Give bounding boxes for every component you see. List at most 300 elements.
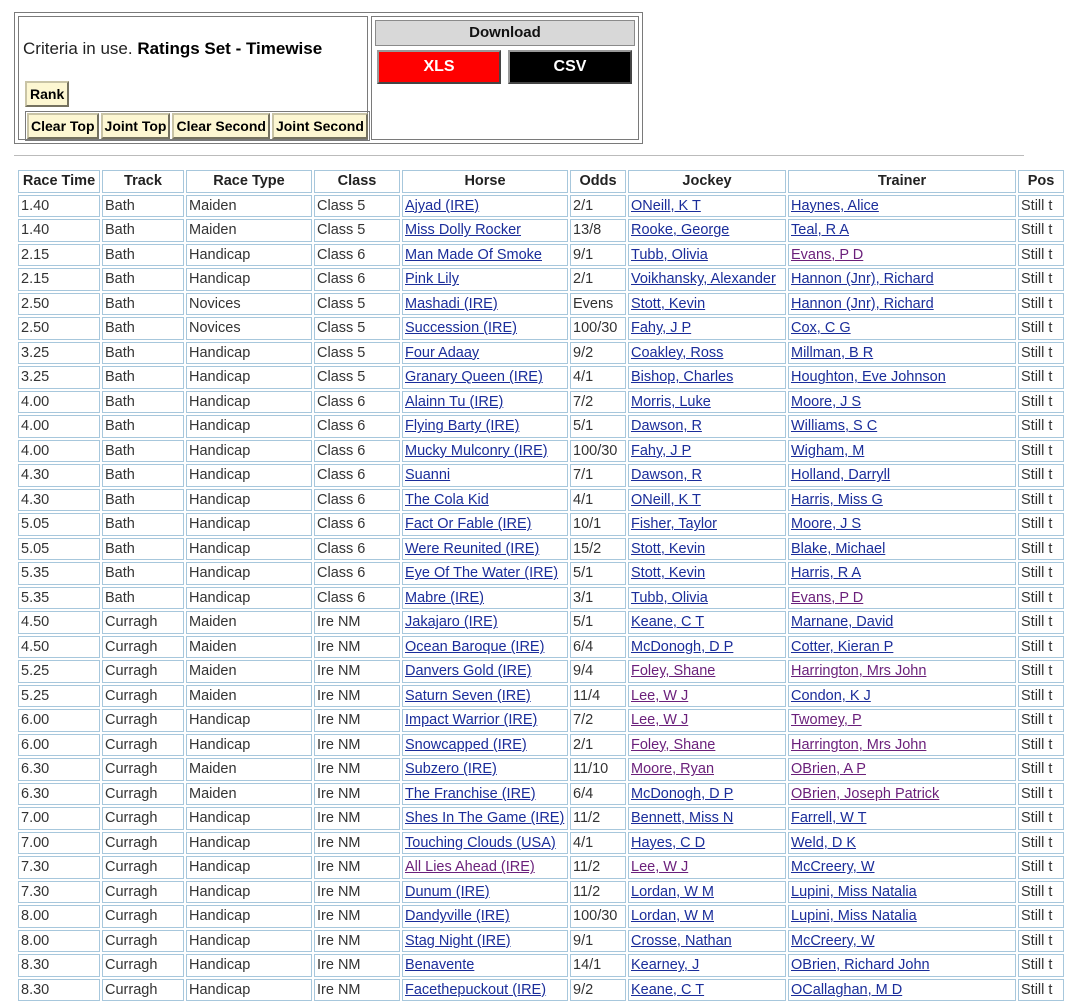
- race-type-cell: Handicap: [186, 562, 312, 585]
- class-cell: Class 6: [314, 513, 400, 536]
- trainer-cell: [788, 244, 1016, 267]
- race-type-cell: Maiden: [186, 219, 312, 242]
- jockey-cell: [628, 342, 786, 365]
- jockey-link[interactable]: Crosse, Nathan: [631, 932, 732, 949]
- class-cell: Class 5: [314, 195, 400, 218]
- track-cell: Curragh: [102, 856, 184, 879]
- trainer-link[interactable]: Holland, Darryll: [791, 467, 891, 484]
- filter-button-row: [25, 111, 370, 141]
- position-cell: Still t: [1018, 979, 1064, 1002]
- horse-link[interactable]: Benavente: [405, 957, 475, 974]
- race-type-cell: Handicap: [186, 807, 312, 830]
- odds-cell: 5/1: [570, 415, 626, 438]
- column-header-track: Track: [102, 170, 184, 193]
- trainer-link[interactable]: Millman, B R: [791, 344, 874, 361]
- jockey-link[interactable]: McDonogh, D P: [631, 638, 734, 655]
- trainer-link[interactable]: Moore, J S: [791, 516, 862, 533]
- odds-cell: Evens: [570, 293, 626, 316]
- track-cell: Curragh: [102, 758, 184, 781]
- class-cell: Class 6: [314, 464, 400, 487]
- jockey-link[interactable]: Fahy, J P: [631, 442, 692, 459]
- odds-cell: 11/2: [570, 856, 626, 879]
- trainer-link[interactable]: OBrien, A P: [791, 761, 866, 778]
- horse-link[interactable]: Jakajaro (IRE): [405, 614, 498, 631]
- jockey-link[interactable]: Bishop, Charles: [631, 369, 734, 386]
- position-cell: Still t: [1018, 489, 1064, 512]
- jockey-link[interactable]: Coakley, Ross: [631, 344, 724, 361]
- clear-top-button[interactable]: Clear Top: [27, 113, 99, 139]
- odds-cell: 6/4: [570, 783, 626, 806]
- class-cell: Ire NM: [314, 979, 400, 1002]
- position-cell: Still t: [1018, 562, 1064, 585]
- track-cell: Bath: [102, 219, 184, 242]
- trainer-link[interactable]: Cotter, Kieran P: [791, 638, 894, 655]
- jockey-cell: [628, 268, 786, 291]
- track-cell: Curragh: [102, 636, 184, 659]
- table-row: [18, 415, 1064, 438]
- horse-link[interactable]: The Franchise (IRE): [405, 785, 536, 802]
- column-header-trainer: Trainer: [788, 170, 1016, 193]
- table-row: [18, 685, 1064, 708]
- trainer-link[interactable]: McCreery, W: [791, 932, 875, 949]
- trainer-link[interactable]: Evans, P D: [791, 589, 864, 606]
- position-cell: Still t: [1018, 807, 1064, 830]
- position-cell: Still t: [1018, 244, 1064, 267]
- column-header-class: Class: [314, 170, 400, 193]
- class-cell: Class 6: [314, 268, 400, 291]
- trainer-link[interactable]: Wigham, M: [791, 442, 865, 459]
- trainer-cell: [788, 562, 1016, 585]
- column-header-horse: Horse: [402, 170, 568, 193]
- horse-link[interactable]: Facethepuckout (IRE): [405, 981, 547, 998]
- horse-cell: [402, 244, 568, 267]
- track-cell: Curragh: [102, 783, 184, 806]
- jockey-link[interactable]: Keane, C T: [631, 981, 705, 998]
- class-cell: Ire NM: [314, 660, 400, 683]
- odds-cell: 3/1: [570, 587, 626, 610]
- odds-cell: 100/30: [570, 440, 626, 463]
- jockey-cell: [628, 881, 786, 904]
- odds-cell: 9/1: [570, 244, 626, 267]
- track-cell: Curragh: [102, 930, 184, 953]
- jockey-link[interactable]: Tubb, Olivia: [631, 246, 708, 263]
- trainer-link[interactable]: OCallaghan, M D: [791, 981, 903, 998]
- horse-link[interactable]: Alainn Tu (IRE): [405, 393, 504, 410]
- horse-cell: [402, 660, 568, 683]
- table-row: [18, 342, 1064, 365]
- jockey-link[interactable]: Keane, C T: [631, 614, 705, 631]
- class-cell: Class 6: [314, 489, 400, 512]
- race-time-cell: 4.00: [18, 391, 100, 414]
- race-type-cell: Novices: [186, 293, 312, 316]
- horse-cell: [402, 758, 568, 781]
- race-time-cell: 6.30: [18, 758, 100, 781]
- track-cell: Curragh: [102, 685, 184, 708]
- trainer-link[interactable]: Twomey, P: [791, 712, 862, 729]
- race-time-cell: 5.35: [18, 562, 100, 585]
- race-time-cell: 3.25: [18, 366, 100, 389]
- race-type-cell: Novices: [186, 317, 312, 340]
- race-time-cell: 4.30: [18, 464, 100, 487]
- horse-link[interactable]: The Cola Kid: [405, 491, 489, 508]
- table-row: [18, 979, 1064, 1002]
- track-cell: Bath: [102, 489, 184, 512]
- position-cell: Still t: [1018, 268, 1064, 291]
- race-time-cell: 6.00: [18, 734, 100, 757]
- class-cell: Ire NM: [314, 685, 400, 708]
- class-cell: Ire NM: [314, 807, 400, 830]
- table-row: [18, 464, 1064, 487]
- table-row: [18, 832, 1064, 855]
- race-time-cell: 7.00: [18, 832, 100, 855]
- joint-second-button[interactable]: Joint Second: [272, 113, 368, 139]
- trainer-cell: [788, 930, 1016, 953]
- trainer-link[interactable]: Harrington, Mrs John: [791, 663, 927, 680]
- horse-cell: [402, 415, 568, 438]
- race-time-cell: 2.15: [18, 268, 100, 291]
- odds-cell: 100/30: [570, 905, 626, 928]
- horse-cell: [402, 587, 568, 610]
- horse-link[interactable]: Stag Night (IRE): [405, 932, 511, 949]
- trainer-link[interactable]: OBrien, Joseph Patrick: [791, 785, 940, 802]
- race-type-cell: Handicap: [186, 440, 312, 463]
- trainer-cell: [788, 538, 1016, 561]
- trainer-link[interactable]: Harrington, Mrs John: [791, 736, 927, 753]
- horse-link[interactable]: Saturn Seven (IRE): [405, 687, 531, 704]
- jockey-link[interactable]: Lordan, W M: [631, 908, 714, 925]
- track-cell: Bath: [102, 366, 184, 389]
- jockey-link[interactable]: Dawson, R: [631, 418, 702, 435]
- track-cell: Bath: [102, 391, 184, 414]
- jockey-link[interactable]: Lee, W J: [631, 712, 689, 729]
- trainer-cell: [788, 832, 1016, 855]
- horse-cell: [402, 979, 568, 1002]
- position-cell: Still t: [1018, 758, 1064, 781]
- trainer-link[interactable]: Condon, K J: [791, 687, 871, 704]
- horse-link[interactable]: Man Made Of Smoke: [405, 246, 542, 263]
- race-table: [16, 168, 1066, 1003]
- table-row: [18, 489, 1064, 512]
- horse-link[interactable]: Were Reunited (IRE): [405, 540, 540, 557]
- jockey-link[interactable]: Bennett, Miss N: [631, 810, 734, 827]
- table-row: [18, 734, 1064, 757]
- horse-cell: [402, 709, 568, 732]
- class-cell: Class 6: [314, 244, 400, 267]
- trainer-link[interactable]: Farrell, W T: [791, 810, 867, 827]
- track-cell: Bath: [102, 538, 184, 561]
- track-cell: Bath: [102, 317, 184, 340]
- horse-link[interactable]: Four Adaay: [405, 344, 480, 361]
- horse-link[interactable]: Snowcapped (IRE): [405, 736, 527, 753]
- track-cell: Bath: [102, 440, 184, 463]
- odds-cell: 11/10: [570, 758, 626, 781]
- jockey-link[interactable]: Lee, W J: [631, 859, 689, 876]
- table-row: [18, 636, 1064, 659]
- position-cell: Still t: [1018, 685, 1064, 708]
- horse-link[interactable]: Dunum (IRE): [405, 883, 490, 900]
- odds-cell: 9/2: [570, 342, 626, 365]
- horse-link[interactable]: All Lies Ahead (IRE): [405, 859, 535, 876]
- horse-link[interactable]: Suanni: [405, 467, 451, 484]
- column-header-race-type: Race Type: [186, 170, 312, 193]
- controls-panel: [14, 12, 643, 144]
- trainer-link[interactable]: McCreery, W: [791, 859, 875, 876]
- trainer-cell: [788, 856, 1016, 879]
- jockey-link[interactable]: ONeill, K T: [631, 197, 701, 214]
- track-cell: Bath: [102, 587, 184, 610]
- jockey-link[interactable]: Hayes, C D: [631, 834, 706, 851]
- trainer-cell: [788, 415, 1016, 438]
- class-cell: Class 6: [314, 440, 400, 463]
- download-box: [371, 16, 639, 140]
- jockey-link[interactable]: Fisher, Taylor: [631, 516, 717, 533]
- class-cell: Class 6: [314, 562, 400, 585]
- download-csv-button[interactable]: CSV: [508, 50, 632, 84]
- jockey-cell: [628, 758, 786, 781]
- criteria-text: [23, 39, 322, 59]
- track-cell: Curragh: [102, 832, 184, 855]
- position-cell: Still t: [1018, 342, 1064, 365]
- jockey-link[interactable]: Tubb, Olivia: [631, 589, 708, 606]
- jockey-link[interactable]: Fahy, J P: [631, 320, 692, 337]
- rank-button[interactable]: Rank: [25, 81, 69, 107]
- race-type-cell: Handicap: [186, 979, 312, 1002]
- trainer-cell: [788, 268, 1016, 291]
- track-cell: Bath: [102, 293, 184, 316]
- jockey-link[interactable]: Stott, Kevin: [631, 295, 706, 312]
- track-cell: Bath: [102, 268, 184, 291]
- position-cell: Still t: [1018, 905, 1064, 928]
- table-row: [18, 195, 1064, 218]
- race-time-cell: 8.30: [18, 979, 100, 1002]
- jockey-link[interactable]: Foley, Shane: [631, 736, 716, 753]
- class-cell: Class 5: [314, 366, 400, 389]
- horse-cell: [402, 464, 568, 487]
- trainer-cell: [788, 489, 1016, 512]
- horse-link[interactable]: Touching Clouds (USA): [405, 834, 556, 851]
- trainer-link[interactable]: OBrien, Richard John: [791, 957, 930, 974]
- trainer-cell: [788, 195, 1016, 218]
- horse-link[interactable]: Mabre (IRE): [405, 589, 484, 606]
- horse-link[interactable]: Mucky Mulconry (IRE): [405, 442, 548, 459]
- jockey-cell: [628, 391, 786, 414]
- position-cell: Still t: [1018, 195, 1064, 218]
- horse-cell: [402, 293, 568, 316]
- horse-cell: [402, 636, 568, 659]
- position-cell: Still t: [1018, 293, 1064, 316]
- horse-link[interactable]: Subzero (IRE): [405, 761, 497, 778]
- jockey-link[interactable]: Voikhansky, Alexander: [631, 271, 776, 288]
- horse-cell: [402, 489, 568, 512]
- jockey-cell: [628, 611, 786, 634]
- horse-cell: [402, 881, 568, 904]
- trainer-cell: [788, 807, 1016, 830]
- position-cell: Still t: [1018, 611, 1064, 634]
- race-time-cell: 1.40: [18, 219, 100, 242]
- trainer-link[interactable]: Marnane, David: [791, 614, 894, 631]
- jockey-cell: [628, 415, 786, 438]
- horse-link[interactable]: Granary Queen (IRE): [405, 369, 543, 386]
- trainer-cell: [788, 905, 1016, 928]
- race-time-cell: 2.50: [18, 317, 100, 340]
- race-time-cell: 4.50: [18, 636, 100, 659]
- table-row: [18, 293, 1064, 316]
- odds-cell: 9/1: [570, 930, 626, 953]
- trainer-cell: [788, 513, 1016, 536]
- trainer-link[interactable]: Weld, D K: [791, 834, 857, 851]
- jockey-cell: [628, 195, 786, 218]
- trainer-cell: [788, 709, 1016, 732]
- track-cell: Curragh: [102, 611, 184, 634]
- trainer-link[interactable]: Cox, C G: [791, 320, 851, 337]
- download-title: Download: [375, 20, 635, 46]
- track-cell: Curragh: [102, 709, 184, 732]
- table-row: [18, 807, 1064, 830]
- jockey-cell: [628, 979, 786, 1002]
- table-row: [18, 954, 1064, 977]
- race-type-cell: Handicap: [186, 366, 312, 389]
- trainer-link[interactable]: Blake, Michael: [791, 540, 886, 557]
- jockey-link[interactable]: Dawson, R: [631, 467, 702, 484]
- column-header-pos: Pos: [1018, 170, 1064, 193]
- jockey-link[interactable]: Lordan, W M: [631, 883, 714, 900]
- trainer-link[interactable]: Evans, P D: [791, 246, 864, 263]
- odds-cell: 7/2: [570, 709, 626, 732]
- trainer-link[interactable]: Moore, J S: [791, 393, 862, 410]
- trainer-link[interactable]: Hannon (Jnr), Richard: [791, 295, 934, 312]
- track-cell: Curragh: [102, 905, 184, 928]
- class-cell: Class 5: [314, 317, 400, 340]
- race-time-cell: 6.00: [18, 709, 100, 732]
- table-body: [18, 195, 1064, 1002]
- trainer-link[interactable]: Lupini, Miss Natalia: [791, 883, 917, 900]
- horse-link[interactable]: Shes In The Game (IRE): [405, 810, 565, 827]
- odds-cell: 6/4: [570, 636, 626, 659]
- trainer-cell: [788, 685, 1016, 708]
- trainer-cell: [788, 366, 1016, 389]
- odds-cell: 9/2: [570, 979, 626, 1002]
- jockey-link[interactable]: ONeill, K T: [631, 491, 701, 508]
- jockey-link[interactable]: Foley, Shane: [631, 663, 716, 680]
- horse-link[interactable]: Ajyad (IRE): [405, 197, 480, 214]
- race-time-cell: 4.30: [18, 489, 100, 512]
- jockey-cell: [628, 366, 786, 389]
- horse-link[interactable]: Eye Of The Water (IRE): [405, 565, 559, 582]
- trainer-link[interactable]: Williams, S C: [791, 418, 878, 435]
- jockey-cell: [628, 244, 786, 267]
- jockey-link[interactable]: Morris, Luke: [631, 393, 711, 410]
- jockey-link[interactable]: Moore, Ryan: [631, 761, 715, 778]
- jockey-link[interactable]: Kearney, J: [631, 957, 700, 974]
- class-cell: Class 6: [314, 538, 400, 561]
- criteria-name: Ratings Set - Timewise: [137, 39, 323, 58]
- class-cell: Ire NM: [314, 832, 400, 855]
- jockey-cell: [628, 513, 786, 536]
- jockey-link[interactable]: Stott, Kevin: [631, 540, 706, 557]
- trainer-cell: [788, 391, 1016, 414]
- jockey-link[interactable]: Rooke, George: [631, 222, 730, 239]
- jockey-cell: [628, 685, 786, 708]
- odds-cell: 2/1: [570, 195, 626, 218]
- horse-link[interactable]: Fact Or Fable (IRE): [405, 516, 532, 533]
- race-type-cell: Handicap: [186, 905, 312, 928]
- class-cell: Ire NM: [314, 881, 400, 904]
- track-cell: Bath: [102, 562, 184, 585]
- trainer-cell: [788, 734, 1016, 757]
- jockey-link[interactable]: McDonogh, D P: [631, 785, 734, 802]
- trainer-cell: [788, 979, 1016, 1002]
- download-xls-button[interactable]: XLS: [377, 50, 501, 84]
- jockey-cell: [628, 293, 786, 316]
- trainer-link[interactable]: Teal, R A: [791, 222, 850, 239]
- race-time-cell: 6.30: [18, 783, 100, 806]
- table-row: [18, 709, 1064, 732]
- trainer-link[interactable]: Houghton, Eve Johnson: [791, 369, 946, 386]
- jockey-link[interactable]: Lee, W J: [631, 687, 689, 704]
- horse-link[interactable]: Pink Lily: [405, 271, 459, 288]
- race-time-cell: 4.50: [18, 611, 100, 634]
- race-type-cell: Handicap: [186, 954, 312, 977]
- position-cell: Still t: [1018, 513, 1064, 536]
- jockey-link[interactable]: Stott, Kevin: [631, 565, 706, 582]
- trainer-cell: [788, 881, 1016, 904]
- horse-link[interactable]: Flying Barty (IRE): [405, 418, 520, 435]
- horse-link[interactable]: Dandyville (IRE): [405, 908, 510, 925]
- track-cell: Bath: [102, 415, 184, 438]
- race-type-cell: Maiden: [186, 195, 312, 218]
- trainer-link[interactable]: Lupini, Miss Natalia: [791, 908, 917, 925]
- column-header-odds: Odds: [570, 170, 626, 193]
- horse-cell: [402, 734, 568, 757]
- position-cell: Still t: [1018, 440, 1064, 463]
- race-type-cell: Maiden: [186, 660, 312, 683]
- horse-cell: [402, 954, 568, 977]
- joint-top-button[interactable]: Joint Top: [101, 113, 171, 139]
- column-header-race-time: Race Time: [18, 170, 100, 193]
- horse-link[interactable]: Succession (IRE): [405, 320, 518, 337]
- trainer-link[interactable]: Harris, R A: [791, 565, 862, 582]
- odds-cell: 14/1: [570, 954, 626, 977]
- table-header-row: [18, 170, 1064, 193]
- class-cell: Class 6: [314, 391, 400, 414]
- race-type-cell: Handicap: [186, 709, 312, 732]
- jockey-cell: [628, 807, 786, 830]
- trainer-link[interactable]: Harris, Miss G: [791, 491, 883, 508]
- horse-cell: [402, 807, 568, 830]
- position-cell: Still t: [1018, 636, 1064, 659]
- race-time-cell: 4.00: [18, 440, 100, 463]
- clear-second-button[interactable]: Clear Second: [172, 113, 269, 139]
- trainer-cell: [788, 587, 1016, 610]
- jockey-cell: [628, 489, 786, 512]
- horse-link[interactable]: Miss Dolly Rocker: [405, 222, 522, 239]
- horse-link[interactable]: Ocean Baroque (IRE): [405, 638, 545, 655]
- table-row: [18, 783, 1064, 806]
- trainer-link[interactable]: Haynes, Alice: [791, 197, 879, 214]
- odds-cell: 2/1: [570, 268, 626, 291]
- horse-link[interactable]: Mashadi (IRE): [405, 295, 498, 312]
- class-cell: Ire NM: [314, 734, 400, 757]
- divider: [14, 155, 1024, 156]
- trainer-link[interactable]: Hannon (Jnr), Richard: [791, 271, 934, 288]
- class-cell: Ire NM: [314, 905, 400, 928]
- jockey-cell: [628, 440, 786, 463]
- horse-cell: [402, 268, 568, 291]
- horse-link[interactable]: Danvers Gold (IRE): [405, 663, 532, 680]
- horse-link[interactable]: Impact Warrior (IRE): [405, 712, 538, 729]
- track-cell: Bath: [102, 464, 184, 487]
- position-cell: Still t: [1018, 783, 1064, 806]
